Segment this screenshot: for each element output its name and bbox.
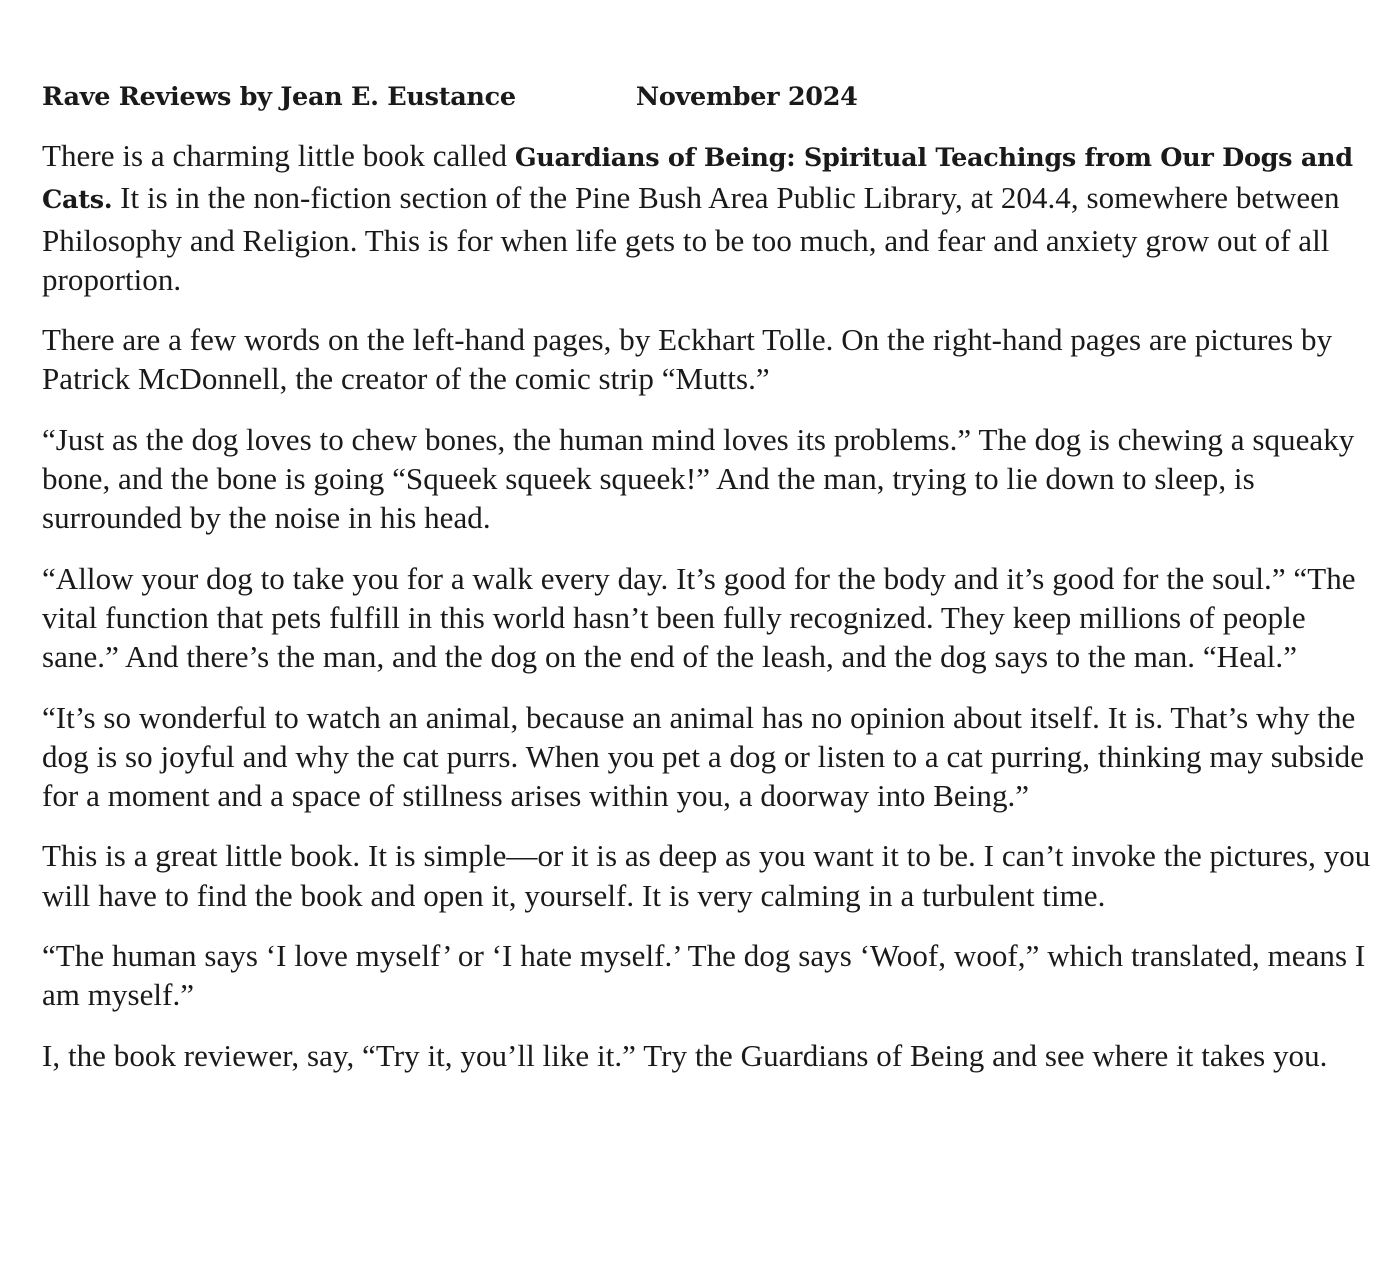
paragraph-quote-walk: “Allow your dog to take you for a walk every day. It’s good for the body and it’s good for the soul.” “The vital function that pets fulfill in this world hasn’t been fully recognized. They keep millions of people sane.” And there’s the man, and the dog on the end of the leash, and the dog says to the man. “Heal.” [42,560,1356,675]
issue-date: November 2024 [635,82,858,112]
paragraph-quote-myself: “The human says ‘I love myself’ or ‘I hate myself.’ The dog says ‘Woof, woof,” which translated, means I am myself.” [42,938,1366,1013]
paragraph-authors: There are a few words on the left-hand pages, by Eckhart Tolle. On the right-hand pages are pictures by Patrick McDonnell, the creator of the comic strip “Mutts.” [42,322,1333,397]
paragraph-intro [42,136,1372,299]
paragraph-quote-animal: “It’s so wonderful to watch an animal, because an animal has no opinion about itself. It is. That’s why the dog is so joyful and why the cat purrs. When you pet a dog or listen to a cat purring, thinking may subside for a moment and a space of stillness arises within you, a doorway into Being.” [42,699,1365,814]
paragraph-quote-bones: “Just as the dog loves to chew bones, the human mind loves its problems.” The dog is chewing a squeaky bone, and the bone is going “Squeek squeek squeek!” And the man, trying to lie down to sleep, is surrounded by the noise in his head. [42,421,1355,536]
book-title: Guardians of Being: Spiritual Teachings from Our Dogs and Cats. [42,143,1353,216]
intro-lead-text: There is a charming little book called [42,138,515,173]
paragraph-closing: I, the book reviewer, say, “Try it, you’ll like it.” Try the Guardians of Being and see where it takes you. [42,1037,1328,1073]
review-page [42,78,1372,1096]
review-header [42,78,1372,116]
intro-rest-text: It is in the non-fiction section of the Pine Bush Area Public Library, at 204.4, somewhere between Philosophy and Religion. This is for when life gets to be too much, and fear and anxiety grow out of all proportion. [42,180,1340,297]
paragraph-opinion: This is a great little book. It is simple—or it is as deep as you want it to be. I can’t invoke the pictures, you will have to find the book and open it, yourself. It is very calming in a turbulent time. [42,838,1371,913]
column-title: Rave Reviews by Jean E. Eustance [42,82,516,112]
